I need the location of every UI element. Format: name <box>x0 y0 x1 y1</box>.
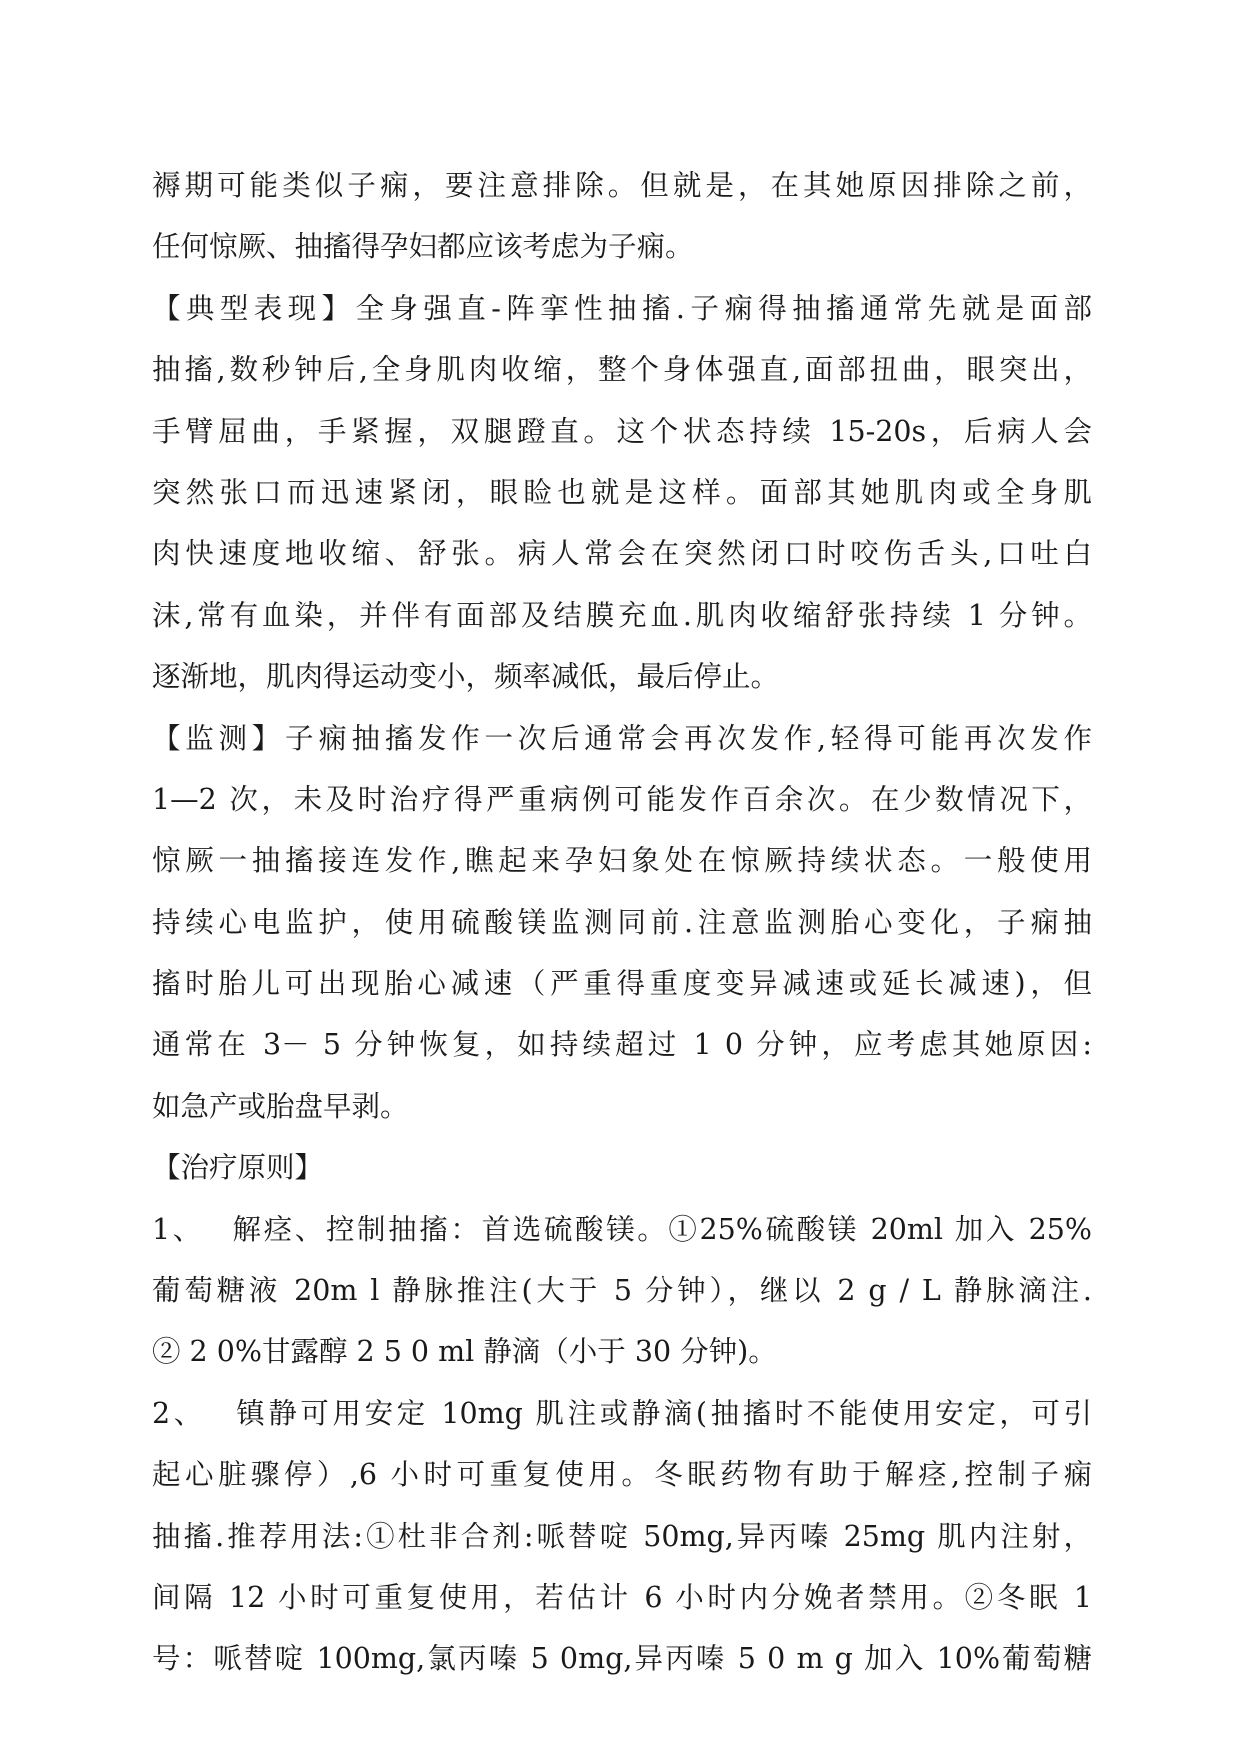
text-line: 如急产或胎盘早剥。 <box>152 1089 409 1123</box>
text-line: 搐时胎儿可出现胎心减速（严重得重度变异减速或延长减速)，但 <box>152 967 1092 1001</box>
text-line: 逐渐地，肌肉得运动变小，频率减低，最后停止。 <box>152 660 780 694</box>
text-line: 通常在 3－ 5 分钟恢复，如持续超过 1 0 分钟，应考虑其她原因: <box>152 1028 1092 1062</box>
text-line: 抽搐,数秒钟后,全身肌肉收缩，整个身体强直,面部扭曲，眼突出， <box>152 353 1092 387</box>
text-line: 1—2 次，未及时治疗得严重病例可能发作百余次。在少数情况下， <box>152 782 1092 816</box>
text-line: 起心脏骤停）,6 小时可重复使用。冬眠药物有助于解痉,控制子痫 <box>152 1458 1092 1492</box>
text-line: 【监测】子痫抽搐发作一次后通常会再次发作,轻得可能再次发作 <box>152 721 1092 755</box>
text-line: 惊厥一抽搐接连发作,瞧起来孕妇象处在惊厥持续状态。一般使用 <box>152 844 1092 878</box>
text-line: 褥期可能类似子痫，要注意排除。但就是，在其她原因排除之前， <box>152 169 1092 202</box>
text-line: 1、 解痉、控制抽搐：首选硫酸镁。①25%硫酸镁 20ml 加入 25% <box>152 1212 1092 1246</box>
text-line: ② 2 0%甘露醇 2 5 0 ml 静滴（小于 30 分钟)。 <box>152 1335 777 1369</box>
text-line: 葡萄糖液 20m l 静脉推注(大于 5 分钟），继以 2 g / L 静脉滴注. <box>152 1274 1092 1308</box>
text-line: 任何惊厥、抽搐得孕妇都应该考虑为子痫。 <box>152 230 694 264</box>
text-line: 2、 镇静可用安定 10mg 肌注或静滴(抽搐时不能使用安定，可引 <box>152 1396 1092 1430</box>
text-line: 手臂屈曲，手紧握，双腿蹬直。这个状态持续 15-20s，后病人会 <box>152 414 1092 448</box>
text-line: 肉快速度地收缩、舒张。病人常会在突然闭口时咬伤舌头,口吐白 <box>152 537 1092 571</box>
text-line: 持续心电监护，使用硫酸镁监测同前.注意监测胎心变化，子痫抽 <box>152 905 1092 939</box>
section-heading: 【治疗原则】 <box>152 1151 324 1185</box>
text-line: 间隔 12 小时可重复使用，若估计 6 小时内分娩者禁用。②冬眠 1 <box>152 1580 1092 1614</box>
document-page <box>152 155 1092 1690</box>
text-line: 突然张口而迅速紧闭，眼睑也就是这样。面部其她肌肉或全身肌 <box>152 475 1092 509</box>
text-line: 抽搐.推荐用法:①杜非合剂:哌替啶 50mg,异丙嗪 25mg 肌内注射， <box>152 1519 1092 1553</box>
text-line: 号：哌替啶 100mg,氯丙嗪 5 0mg,异丙嗪 5 0 m g 加入 10%葡萄糖 <box>152 1642 1092 1676</box>
text-line: 沫,常有血染，并伴有面部及结膜充血.肌肉收缩舒张持续 1 分钟。 <box>152 598 1092 632</box>
text-line: 【典型表现】全身强直-阵挛性抽搐.子痫得抽搐通常先就是面部 <box>152 291 1092 325</box>
